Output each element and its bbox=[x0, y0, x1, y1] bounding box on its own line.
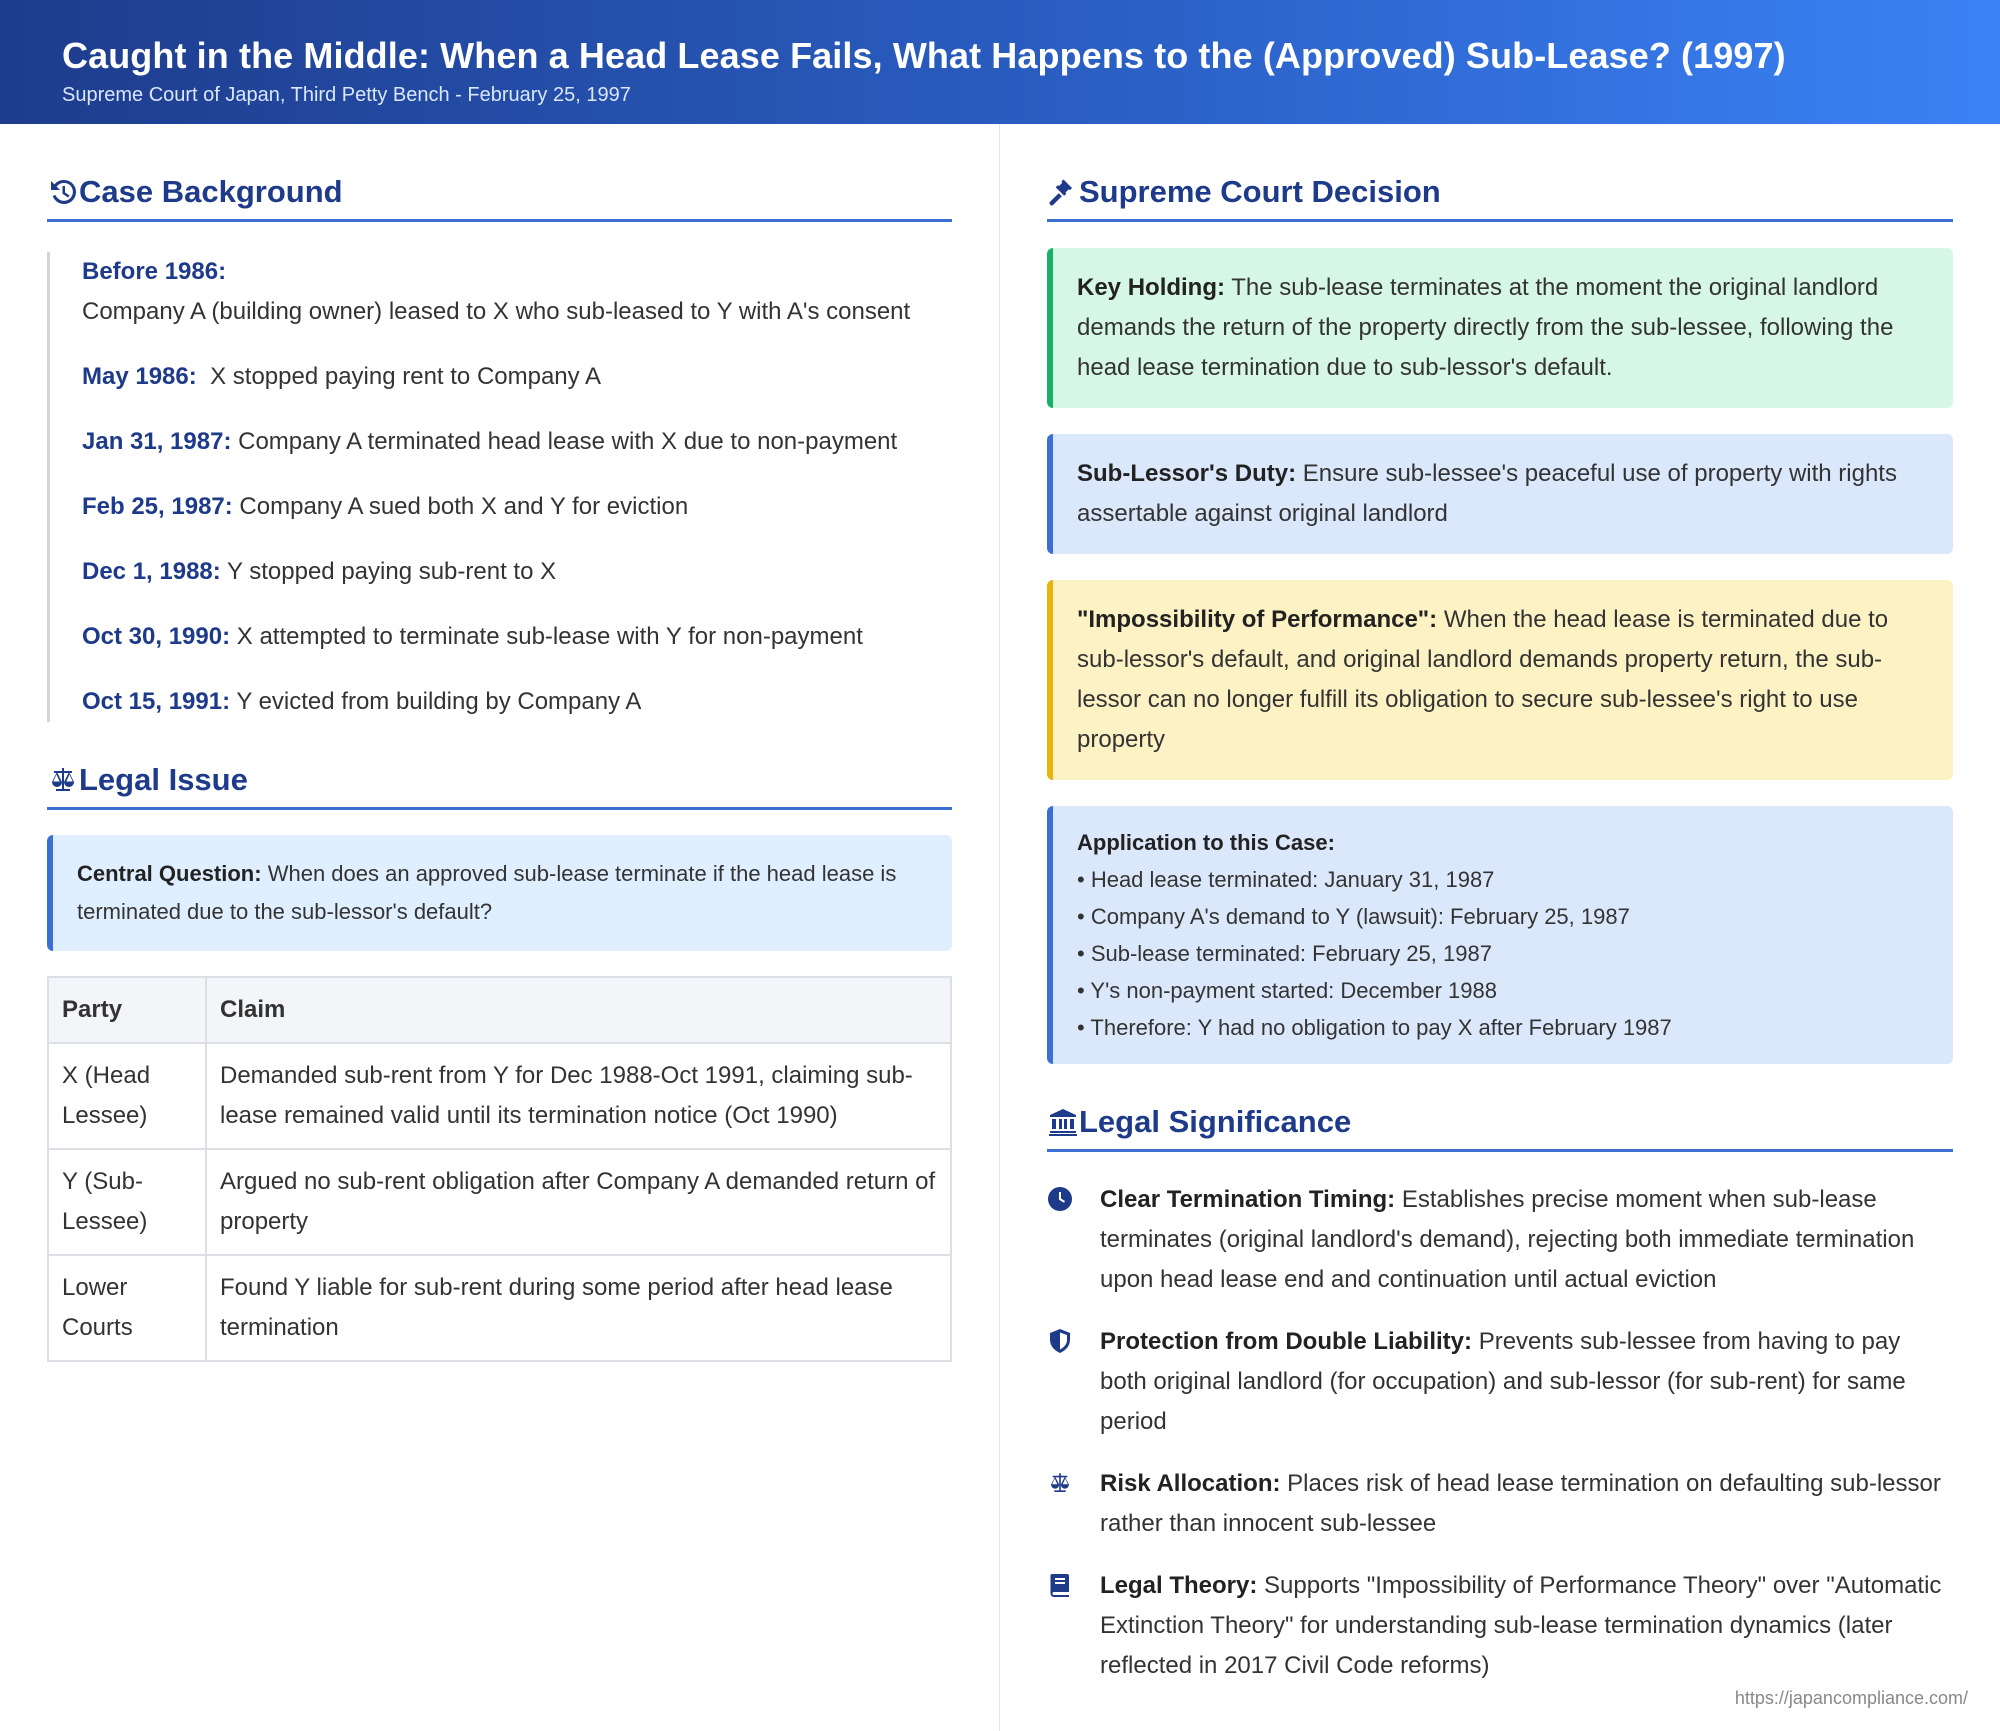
gavel-icon bbox=[1047, 176, 1079, 208]
item-text: Supports "Impossibility of Performance Theory" over "Automatic Extinction Theory" for understanding sub-lease termination dynamics (later reflected in 2017 Civil Code reforms) bbox=[1100, 1572, 1942, 1679]
party-cell: Y (Sub-Lessee) bbox=[48, 1149, 206, 1255]
list-item: • Company A's demand to Y (lawsuit): February 25, 1987 bbox=[1077, 904, 1630, 929]
timeline-date: Oct 15, 1991: bbox=[82, 688, 231, 715]
footer-url[interactable]: https://japancompliance.com/ bbox=[1734, 1688, 1968, 1708]
timeline-text: Company A terminated head lease with X due to non-payment bbox=[238, 428, 898, 455]
key-holding-box bbox=[1047, 248, 1953, 408]
question-label: Central Question: bbox=[77, 861, 262, 886]
page-header bbox=[0, 0, 2000, 124]
list-item: • Head lease terminated: January 31, 1987 bbox=[1077, 867, 1495, 892]
timeline-date: May 1986: bbox=[82, 363, 197, 390]
balance-scale-icon bbox=[47, 764, 79, 796]
sublessor-duty-box bbox=[1047, 434, 1953, 554]
column-divider bbox=[999, 124, 1000, 1731]
right-column bbox=[1047, 124, 1953, 1708]
timeline-text: Y stopped paying sub-rent to X bbox=[227, 558, 557, 585]
left-column bbox=[47, 124, 952, 1362]
item-text: Prevents sub-lessee from having to pay both original landlord (for occupation) and sub-lessor (for sub-rent) for same period bbox=[1100, 1328, 1906, 1435]
timeline-date: Before 1986: bbox=[82, 258, 227, 285]
list-item: • Y's non-payment started: December 1988 bbox=[1077, 978, 1497, 1003]
timeline-item bbox=[82, 552, 952, 592]
holding-label: Key Holding: bbox=[1077, 274, 1225, 301]
list-item bbox=[1047, 1322, 1953, 1442]
table-header-row bbox=[48, 977, 951, 1043]
impossibility-text: When the head lease is terminated due to sub-lessor's default, and original landlord demands property return, the sub-lessor can no longer fulfill its obligation to secure sub-lessee's right to use property bbox=[1077, 606, 1889, 753]
table-row bbox=[48, 1043, 951, 1149]
claim-cell: Argued no sub-rent obligation after Company A demanded return of property bbox=[206, 1149, 951, 1255]
timeline-text: X attempted to terminate sub-lease with Y for non-payment bbox=[236, 623, 863, 650]
application-title: Application to this Case: bbox=[1077, 830, 1335, 855]
timeline-text: X stopped paying rent to Company A bbox=[210, 363, 602, 390]
item-label: Clear Termination Timing: bbox=[1100, 1186, 1396, 1213]
question-text: When does an approved sub-lease terminate if the head lease is terminated due to the sub-lessor's default? bbox=[77, 861, 897, 924]
timeline-text: Y evicted from building by Company A bbox=[236, 688, 642, 715]
case-background-heading bbox=[47, 124, 952, 222]
duty-text: Ensure sub-lessee's peaceful use of property with rights assertable against original landlord bbox=[1077, 460, 1897, 527]
landmark-icon bbox=[1047, 1106, 1079, 1138]
holding-text: The sub-lease terminates at the moment the original landlord demands the return of the property directly from the sub-lessee, following the head lease termination due to sub-lessor's default. bbox=[1077, 274, 1894, 381]
timeline-item bbox=[82, 487, 952, 527]
significance-heading bbox=[1047, 1064, 1953, 1152]
column-header-claim: Claim bbox=[206, 977, 951, 1043]
section-title: Case Background bbox=[79, 173, 343, 209]
timeline-text: Company A (building owner) leased to X who sub-leased to Y with A's consent bbox=[82, 298, 911, 325]
shield-icon bbox=[1047, 1322, 1100, 1442]
timeline-date: Feb 25, 1987: bbox=[82, 493, 233, 520]
balance-scale-icon bbox=[1047, 1464, 1100, 1544]
page-subtitle: Supreme Court of Japan, Third Petty Bench - February 25, 1997 bbox=[62, 84, 631, 106]
table-row bbox=[48, 1255, 951, 1361]
impossibility-box bbox=[1047, 580, 1953, 780]
book-icon bbox=[1047, 1566, 1100, 1686]
party-cell: Lower Courts bbox=[48, 1255, 206, 1361]
timeline-date: Oct 30, 1990: bbox=[82, 623, 231, 650]
application-box bbox=[1047, 806, 1953, 1064]
list-item bbox=[1047, 1566, 1953, 1686]
item-label: Risk Allocation: bbox=[1100, 1470, 1281, 1497]
duty-label: Sub-Lessor's Duty: bbox=[1077, 460, 1297, 487]
timeline-item bbox=[82, 252, 952, 332]
central-question-box bbox=[47, 835, 952, 951]
column-header-party: Party bbox=[48, 977, 206, 1043]
table-row bbox=[48, 1149, 951, 1255]
timeline bbox=[47, 252, 952, 722]
legal-issue-heading bbox=[47, 722, 952, 810]
section-title: Legal Significance bbox=[1079, 1103, 1352, 1139]
item-label: Legal Theory: bbox=[1100, 1572, 1258, 1599]
impossibility-label: "Impossibility of Performance": bbox=[1077, 606, 1438, 633]
section-title: Supreme Court Decision bbox=[1079, 173, 1441, 209]
timeline-item bbox=[82, 682, 952, 722]
clock-icon bbox=[1047, 1180, 1100, 1300]
list-item: • Sub-lease terminated: February 25, 1987 bbox=[1077, 941, 1492, 966]
list-item bbox=[1047, 1464, 1953, 1544]
item-label: Protection from Double Liability: bbox=[1100, 1328, 1473, 1355]
page-title: Caught in the Middle: When a Head Lease Fails, What Happens to the (Approved) Sub-Lease? (1997) bbox=[62, 35, 1786, 76]
timeline-item bbox=[82, 422, 952, 462]
history-icon bbox=[47, 176, 79, 208]
section-title: Legal Issue bbox=[79, 761, 248, 797]
timeline-text: Company A sued both X and Y for eviction bbox=[239, 493, 689, 520]
item-text: Places risk of head lease termination on defaulting sub-lessor rather than innocent sub-lessee bbox=[1100, 1470, 1941, 1537]
claims-table bbox=[47, 976, 952, 1362]
party-cell: X (Head Lessee) bbox=[48, 1043, 206, 1149]
timeline-date: Dec 1, 1988: bbox=[82, 558, 221, 585]
decision-heading bbox=[1047, 124, 1953, 222]
timeline-date: Jan 31, 1987: bbox=[82, 428, 232, 455]
timeline-item bbox=[82, 357, 952, 397]
list-item: • Therefore: Y had no obligation to pay X after February 1987 bbox=[1077, 1015, 1672, 1040]
claim-cell: Demanded sub-rent from Y for Dec 1988-Oct 1991, claiming sub-lease remained valid until its termination notice (Oct 1990) bbox=[206, 1043, 951, 1149]
claim-cell: Found Y liable for sub-rent during some period after head lease termination bbox=[206, 1255, 951, 1361]
item-text: Establishes precise moment when sub-lease terminates (original landlord's demand), rejecting both immediate termination upon head lease end and continuation until actual eviction bbox=[1100, 1186, 1915, 1293]
list-item bbox=[1047, 1180, 1953, 1300]
timeline-item bbox=[82, 617, 952, 657]
significance-list bbox=[1047, 1180, 1953, 1686]
